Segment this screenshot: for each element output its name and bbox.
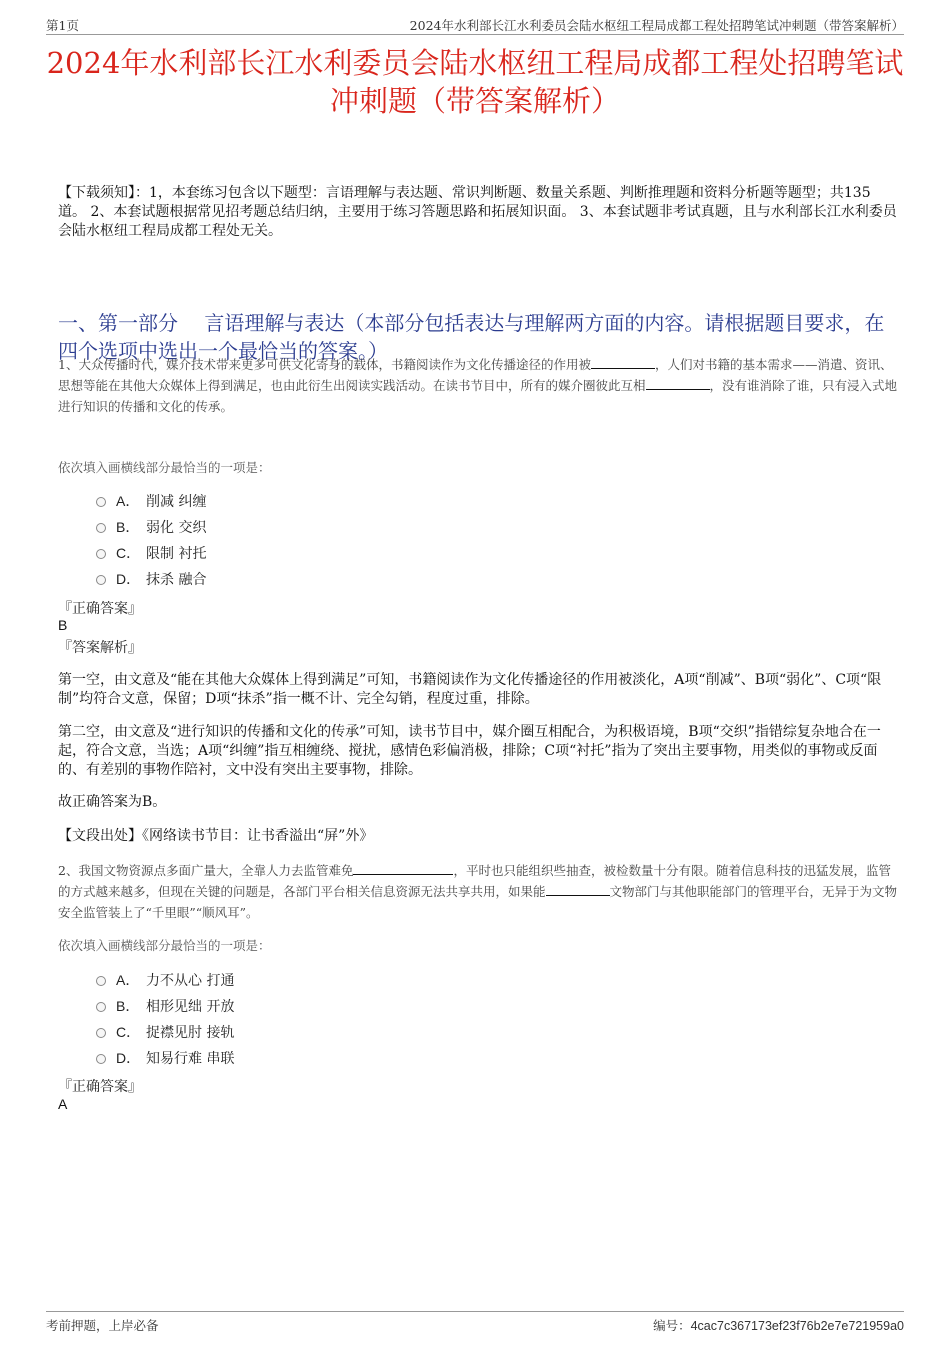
question-1-text-c: ，没有谁消除了谁，只有浸入式地进行知识的传播和文化的传承。 xyxy=(58,378,898,414)
question-1-stem xyxy=(58,354,898,417)
radio-button[interactable] xyxy=(96,1028,106,1038)
option-d[interactable] xyxy=(96,1045,234,1071)
option-letter: D． xyxy=(116,571,141,587)
option-text: 捉襟见肘 接轨 xyxy=(146,1025,235,1041)
option-letter: C． xyxy=(116,545,141,561)
fill-blank xyxy=(353,862,453,875)
radio-button[interactable] xyxy=(96,523,106,533)
question-1-instruction: 依次填入画横线部分最恰当的一项是： xyxy=(58,460,271,475)
option-letter: A． xyxy=(116,972,140,988)
fill-blank xyxy=(646,377,710,390)
option-letter: B． xyxy=(116,998,140,1014)
question-1-text-b: ，人们对书籍的基本需求——消遣、资讯、思想等能在其他大众媒体上得到满足，也由此衍生出阅读实践活动。在读书节目中，所有的媒介圈彼此互相 xyxy=(58,357,893,393)
option-d[interactable] xyxy=(96,566,206,592)
question-1-options xyxy=(96,488,206,592)
footer-code-value: 4cac7c367173ef23f76b2e7e721959a0 xyxy=(690,1319,904,1333)
radio-button[interactable] xyxy=(96,1002,106,1012)
question-2-text-b: ，平时也只能组织些抽查，被检数量十分有限。随着信息科技的迅猛发展，监管的方式越来越多，但现在关键的问题是，各部门平台相关信息资源无法共享共用，如果能 xyxy=(58,863,891,899)
option-text: 限制 衬托 xyxy=(146,546,207,562)
footer-code xyxy=(653,1316,904,1334)
footer-code-label: 编号： xyxy=(653,1318,691,1333)
analysis-paragraph-1: 第一空，由文意及“能在其他大众媒体上得到满足”可知，书籍阅读作为文化传播途径的作用被淡化，A项“削减”、B项“弱化”、C项“限制”均符合文意，保留；D项“抹杀”指一概不计、完全勾销，程度过重，排除。 xyxy=(58,672,882,707)
option-a[interactable] xyxy=(96,967,234,993)
header-doc-name: 2024年水利部长江水利委员会陆水枢纽工程局成都工程处招聘笔试冲刺题（带答案解析） xyxy=(409,18,904,33)
analysis-conclusion: 故正确答案为B。 xyxy=(58,794,167,810)
question-2-stem xyxy=(58,860,898,923)
page-footer xyxy=(46,1311,904,1334)
option-text: 相形见绌 开放 xyxy=(146,999,235,1015)
option-text: 力不从心 打通 xyxy=(146,973,235,989)
option-text: 知易行难 串联 xyxy=(146,1051,235,1067)
question-2-options xyxy=(96,967,234,1071)
radio-button[interactable] xyxy=(96,976,106,986)
option-text: 削减 纠缠 xyxy=(146,494,207,510)
analysis-label: 『答案解析』 xyxy=(58,640,142,656)
answer-value: A xyxy=(58,1096,68,1112)
page-number: 第1页 xyxy=(46,18,79,33)
source-citation: 【文段出处】《网络读书节目：让书香溢出“屏”外》 xyxy=(58,828,374,844)
option-letter: A． xyxy=(116,493,140,509)
radio-button[interactable] xyxy=(96,497,106,507)
download-notice: 【下载须知】：1，本套练习包含以下题型：言语理解与表达题、常识判断题、数量关系题、判断推理题和资料分析题等题型；共135道。 2、本套试题根据常见招考题总结归纳，主要用于练习答题思路和拓展知识面。 3、本套试题非考试真题，且与水利部长江水利委员会陆水枢纽工程局成都工程处无关。 xyxy=(58,185,897,239)
option-letter: B． xyxy=(116,519,140,535)
option-c[interactable] xyxy=(96,1019,234,1045)
option-b[interactable] xyxy=(96,514,206,540)
option-c[interactable] xyxy=(96,540,206,566)
option-letter: C． xyxy=(116,1024,141,1040)
analysis-paragraph-2: 第二空，由文意及“进行知识的传播和文化的传承”可知，读书节目中，媒介圈互相配合，为积极语境，B项“交织”指错综复杂地合在一起，符合文意，当选；A项“纠缠”指互相缠绕、搅扰，感情色彩偏消极，排除；C项“衬托”指为了突出主要事物，用类似的事物或反面的、有差别的事物作陪衬，文中没有突出主要事物，排除。 xyxy=(58,724,881,778)
question-2-text-c: 文物部门与其他职能部门的管理平台，无异于为文物安全监管装上了“千里眼”“顺风耳”。 xyxy=(58,884,898,920)
option-letter: D． xyxy=(116,1050,141,1066)
footer-slogan: 考前押题，上岸必备 xyxy=(46,1318,159,1333)
answer-label: 『正确答案』 xyxy=(58,1079,142,1095)
question-1-text-a: 1、大众传播时代，媒介技术带来更多可供文化寄身的载体，书籍阅读作为文化传播途径的作用被 xyxy=(58,357,591,372)
option-b[interactable] xyxy=(96,993,234,1019)
option-text: 弱化 交织 xyxy=(146,520,207,536)
option-text: 抹杀 融合 xyxy=(146,572,207,588)
section-title: 一、第一部分 言语理解与表达（本部分包括表达与理解两方面的内容。请根据题目要求，在四个选项中选出一个最恰当的答案。） xyxy=(58,311,885,363)
option-a[interactable] xyxy=(96,488,206,514)
radio-button[interactable] xyxy=(96,575,106,585)
page-header xyxy=(46,12,904,35)
answer-value: B xyxy=(58,617,68,633)
fill-blank xyxy=(591,356,655,369)
fill-blank xyxy=(546,883,610,896)
answer-label: 『正确答案』 xyxy=(58,601,142,617)
document-title: 2024年水利部长江水利委员会陆水枢纽工程局成都工程处招聘笔试冲刺题（带答案解析） xyxy=(46,46,904,118)
radio-button[interactable] xyxy=(96,549,106,559)
question-2-text-a: 2、我国文物资源点多面广量大，全靠人力去监管难免 xyxy=(58,863,354,878)
radio-button[interactable] xyxy=(96,1054,106,1064)
question-2-instruction: 依次填入画横线部分最恰当的一项是： xyxy=(58,938,271,953)
